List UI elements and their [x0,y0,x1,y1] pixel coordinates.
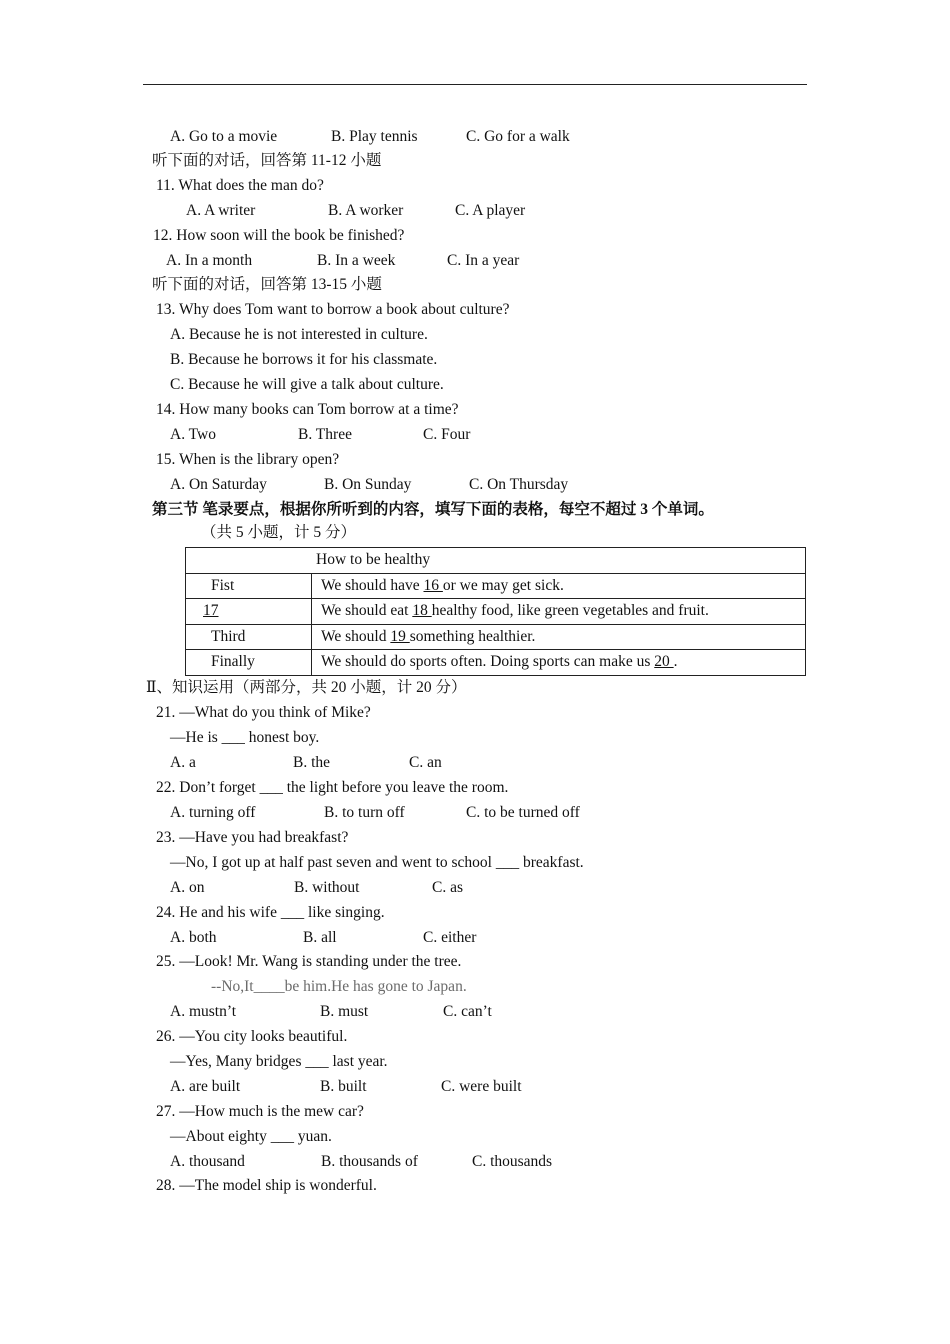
q15: 15. When is the library open? [156,451,340,468]
q25-options-option: C. can’t [443,1003,492,1020]
q10-options-option: C. Go for a walk [466,128,570,145]
table-row [186,624,806,650]
row-text: We should have [321,576,424,594]
table-row-label: Third [186,624,312,650]
table-row-content [312,573,806,599]
row-text: . [673,653,678,671]
q23-reply: —No, I got up at half past seven and went to school ___ breakfast. [170,854,584,871]
q27-options-option: B. thousands of [321,1153,418,1170]
answer-blank: 18 [412,602,432,620]
q21-reply: —He is ___ honest boy. [170,729,320,746]
q14-options-option: B. Three [298,426,352,443]
q25: 25. —Look! Mr. Wang is standing under the tree. [156,953,462,970]
q13-c: C. Because he will give a talk about culture. [170,376,444,393]
part2-title: Ⅱ、知识运用（两部分，共 20 小题，计 20 分） [146,679,467,696]
row-text: We should [321,627,391,645]
q12: 12. How soon will the book be finished? [153,227,405,244]
q14-options-option: C. Four [423,426,471,443]
q27: 27. —How much is the mew car? [156,1103,364,1120]
q21-options-option: A. a [170,754,196,771]
q25-options-option: B. must [320,1003,369,1020]
q11-options-option: C. A player [455,202,526,219]
table-row-label: 17 [186,599,312,625]
row-text: We should eat [321,602,413,620]
q27-options-option: C. thousands [472,1153,553,1170]
q15-options-option: B. On Sunday [324,476,412,493]
q11: 11. What does the man do? [156,177,324,194]
q14: 14. How many books can Tom borrow at a time? [156,401,459,418]
q15-options-option: C. On Thursday [469,476,569,493]
table-header: How to be healthy [186,548,806,574]
table-row [186,573,806,599]
table-row-content [312,599,806,625]
table-row-label: Fist [186,573,312,599]
table-header-row [186,548,806,574]
table-row [186,650,806,676]
q24: 24. He and his wife ___ like singing. [156,904,385,921]
q24-options-option: B. all [303,929,337,946]
q24-options-option: C. either [423,929,477,946]
q12-options-option: C. In a year [447,252,520,269]
table-row-content [312,650,806,676]
row-text: something healthier. [409,627,536,645]
q15-options-option: A. On Saturday [170,476,267,493]
header-rule [143,84,807,85]
answer-blank: 19 [390,627,410,645]
table-row [186,599,806,625]
q25-options-option: A. mustn’t [170,1003,237,1020]
table-row-label: Finally [186,650,312,676]
healthy-table [185,547,806,676]
q10-options-option: A. Go to a movie [170,128,278,145]
answer-blank: 20 [654,653,674,671]
q22: 22. Don’t forget ___ the light before you leave the room. [156,779,509,796]
table-body [186,573,806,675]
q12-options-option: B. In a week [317,252,396,269]
q26-options-option: A. are built [170,1078,241,1095]
row-text: We should do sports often. Doing sports can make us [321,653,655,671]
row-text: healthy food, like green vegetables and fruit. [431,602,709,620]
answer-blank: 16 [423,576,443,594]
q23: 23. —Have you had breakfast? [156,829,349,846]
q12-options-option: A. In a month [166,252,253,269]
q23-options-option: B. without [294,879,360,896]
q14-options-option: A. Two [170,426,216,443]
q13-b: B. Because he borrows it for his classmate. [170,351,438,368]
q22-options-option: A. turning off [170,804,256,821]
q25-reply: --No,It____be him.He has gone to Japan. [211,978,467,995]
row-text: or we may get sick. [442,576,564,594]
section3-score: （共 5 小题，计 5 分） [201,524,357,541]
q13: 13. Why does Tom want to borrow a book about culture? [156,301,510,318]
q11-options-option: A. A writer [186,202,256,219]
q27-options-option: A. thousand [170,1153,245,1170]
q26-options-option: C. were built [441,1078,522,1095]
q21: 21. —What do you think of Mike? [156,704,371,721]
q10-options-option: B. Play tennis [331,128,418,145]
q11-options-option: B. A worker [328,202,404,219]
table-row-content [312,624,806,650]
instr-11-12: 听下面的对话，回答第 11-12 小题 [152,152,382,169]
q24-options-option: A. both [170,929,217,946]
q27-reply: —About eighty ___ yuan. [170,1128,332,1145]
q26-reply: —Yes, Many bridges ___ last year. [170,1053,388,1070]
q23-options-option: C. as [432,879,463,896]
section3-title: 第三节 笔录要点，根据你所听到的内容，填写下面的表格，每空不超过 3 个单词。 [152,501,714,518]
q21-options-option: C. an [409,754,442,771]
q22-options-option: C. to be turned off [466,804,580,821]
instr-13-15: 听下面的对话，回答第 13-15 小题 [152,276,382,293]
q28: 28. —The model ship is wonderful. [156,1177,377,1194]
q26: 26. —You city looks beautiful. [156,1028,348,1045]
q22-options-option: B. to turn off [324,804,405,821]
q21-options-option: B. the [293,754,331,771]
q13-a: A. Because he is not interested in culture. [170,326,428,343]
q23-options-option: A. on [170,879,205,896]
q26-options-option: B. built [320,1078,367,1095]
